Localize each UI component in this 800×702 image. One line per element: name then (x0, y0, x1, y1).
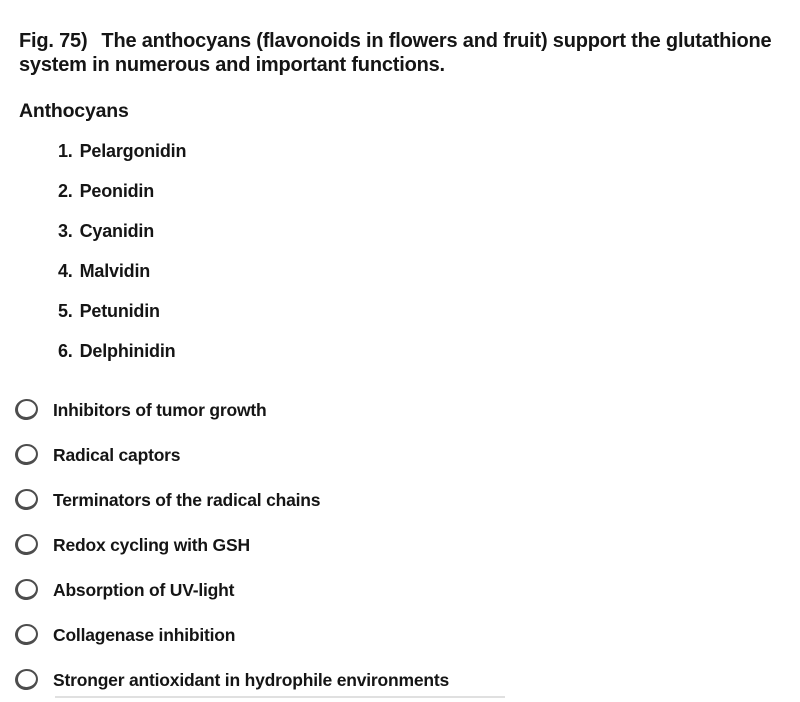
compound-name: Malvidin (79, 260, 151, 281)
option-label: Absorption of UV-light (53, 579, 235, 600)
option-label: Terminators of the radical chains (53, 489, 321, 510)
option-row-absorption-of-uv-light[interactable] (15, 567, 449, 612)
scan-artifact-line (55, 696, 505, 698)
compound-item (58, 131, 186, 171)
compound-item (58, 171, 186, 211)
option-label: Radical captors (53, 444, 181, 465)
radio-circle-icon[interactable] (14, 488, 40, 512)
compound-number: 6. (58, 340, 73, 361)
option-label: Stronger antioxidant in hydrophile environments (53, 669, 450, 690)
option-label: Inhibitors of tumor growth (53, 399, 267, 420)
figure-number-label: Fig. 75) (19, 30, 88, 52)
option-row-redox-cycling-with-gsh[interactable] (15, 522, 449, 567)
compound-number: 2. (58, 180, 73, 201)
option-row-collagenase-inhibition[interactable] (15, 612, 449, 657)
option-row-radical-captors[interactable] (15, 432, 449, 477)
compound-name: Peonidin (79, 180, 155, 201)
figure-caption (19, 29, 775, 77)
radio-circle-icon[interactable] (14, 443, 40, 467)
compound-item (58, 291, 186, 331)
compound-name: Delphinidin (79, 340, 176, 361)
compound-name: Petunidin (79, 300, 160, 321)
option-label: Collagenase inhibition (53, 624, 236, 645)
radio-circle-icon[interactable] (14, 668, 40, 692)
radio-circle-icon[interactable] (14, 398, 40, 422)
compound-number: 1. (58, 140, 73, 161)
option-row-inhibitors-of-tumor-growth[interactable] (15, 387, 449, 432)
radio-circle-icon[interactable] (14, 578, 40, 602)
radio-circle-icon[interactable] (14, 623, 40, 647)
compound-number: 5. (58, 300, 73, 321)
option-label: Redox cycling with GSH (53, 534, 250, 555)
compound-item (58, 331, 186, 371)
compound-number: 4. (58, 260, 73, 281)
compound-number: 3. (58, 220, 73, 241)
radio-circle-icon[interactable] (14, 533, 40, 557)
compound-list (58, 131, 186, 371)
compound-item (58, 251, 186, 291)
section-heading: Anthocyans (19, 100, 129, 123)
compound-item (58, 211, 186, 251)
option-row-terminators-of-radical-chains[interactable] (15, 477, 449, 522)
compound-name: Cyanidin (79, 220, 155, 241)
figure-caption-text: The anthocyans (flavonoids in flowers and fruit) support the glutathione system in numerous and important functions. (19, 30, 772, 76)
compound-name: Pelargonidin (79, 140, 187, 161)
option-list (15, 387, 449, 702)
